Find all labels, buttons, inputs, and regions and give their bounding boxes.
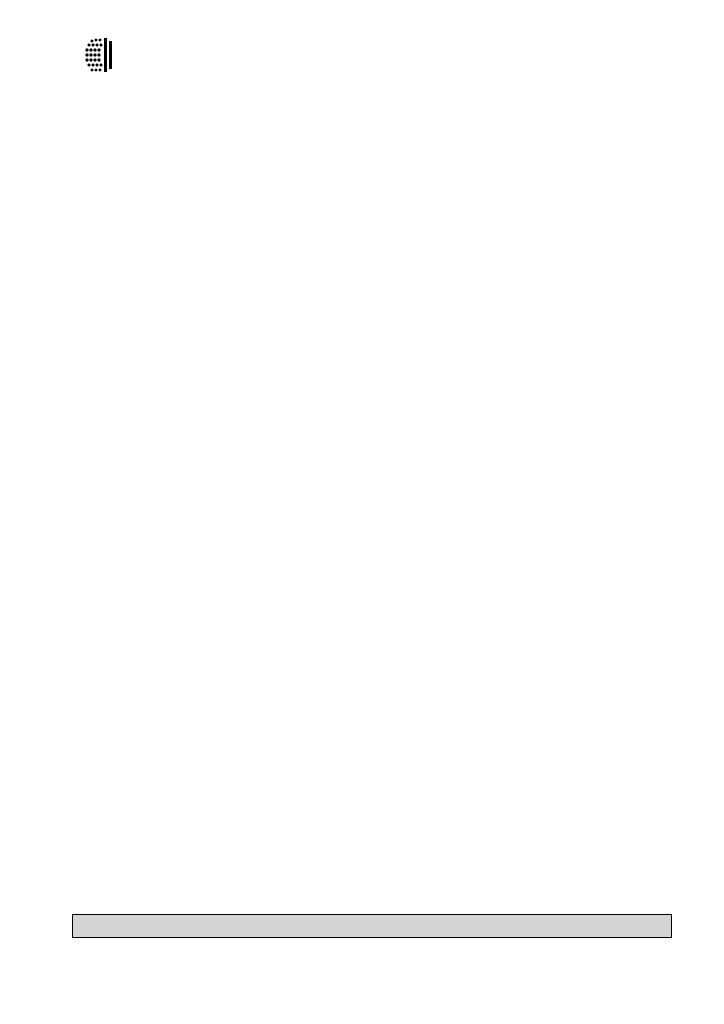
notice-banner: [72, 914, 672, 938]
tournament-header: [250, 36, 490, 39]
fip-logo: [84, 35, 204, 80]
padel-ball-logo-icon: [84, 35, 116, 79]
